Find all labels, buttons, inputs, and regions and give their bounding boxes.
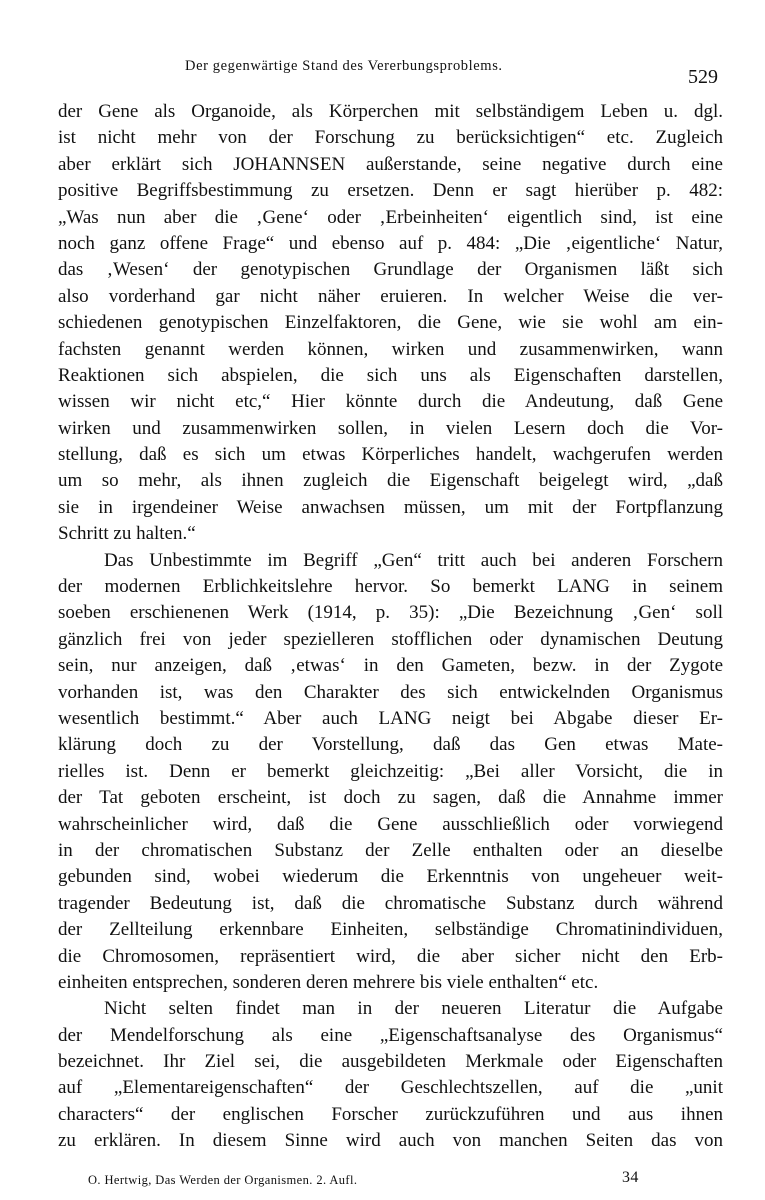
text-line: also vorderhand gar nicht näher eruieren. In welcher Weise die ver- — [58, 285, 723, 307]
signature-mark: 34 — [622, 1169, 639, 1186]
text-line: die Chromosomen, repräsentiert wird, die aber sicher nicht den Erb- — [58, 945, 723, 967]
text-line: stellung, daß es sich um etwas Körperliches handelt, wachgerufen werden — [58, 444, 723, 466]
text-line: rielles ist. Denn er bemerkt gleichzeitig: „Bei aller Vorsicht, die in — [58, 760, 723, 782]
text-line: klärung doch zu der Vorstellung, daß das Gen etwas Mate- — [58, 734, 723, 756]
running-head: Der gegenwärtige Stand des Vererbungsproblems. — [185, 58, 503, 74]
text-line: Schritt zu halten.“ — [58, 523, 196, 545]
body-text — [58, 99, 723, 1155]
text-line: zu erklären. In diesem Sinne wird auch von manchen Seiten das von — [58, 1130, 723, 1152]
text-line: auf „Elementareigenschaften“ der Geschlechtszellen, auf die „unit — [58, 1077, 723, 1099]
text-line: wahrscheinlicher wird, daß die Gene ausschließlich oder vorwiegend — [58, 813, 723, 835]
text-line: wesentlich bestimmt.“ Aber auch LANG neigt bei Abgabe dieser Er- — [58, 707, 723, 729]
text-line: schiedenen genotypischen Einzelfaktoren, die Gene, wie sie wohl am ein- — [58, 312, 723, 334]
text-line: sie in irgendeiner Weise anwachsen müssen, um mit der Fortpflanzung — [58, 496, 723, 518]
text-line: Das Unbestimmte im Begriff „Gen“ tritt auch bei anderen Forschern — [104, 549, 723, 571]
text-line: tragender Bedeutung ist, daß die chromatische Substanz durch während — [58, 892, 723, 914]
text-line: gebunden sind, wobei wiederum die Erkenntnis von ungeheuer weit- — [58, 866, 723, 888]
text-line: der Zellteilung erkennbare Einheiten, selbständige Chromatinindividuen, — [58, 919, 723, 941]
text-line: vorhanden ist, was den Charakter des sich entwickelnden Organismus — [58, 681, 723, 703]
text-line: gänzlich frei von jeder spezielleren stofflichen oder dynamischen Deutung — [58, 628, 723, 650]
text-line: soeben erschienenen Werk (1914, p. 35): „Die Bezeichnung ‚Gen‘ soll — [58, 602, 723, 624]
text-line: der modernen Erblichkeitslehre hervor. So bemerkt LANG in seinem — [58, 576, 723, 598]
text-line: aber erklärt sich JOHANNSEN außerstande, seine negative durch eine — [58, 153, 723, 175]
text-line: einheiten entsprechen, sonderen deren mehrere bis viele enthalten“ etc. — [58, 971, 599, 993]
text-line: sein, nur anzeigen, daß ‚etwas‘ in den Gameten, bezw. in der Zygote — [58, 655, 723, 677]
text-line: „Was nun aber die ‚Gene‘ oder ‚Erbeinheiten‘ eigentlich sind, ist eine — [58, 206, 723, 228]
text-line: wissen wir nicht etc,“ Hier könnte durch die Andeutung, daß Gene — [58, 391, 723, 413]
text-line: das ‚Wesen‘ der genotypischen Grundlage der Organismen läßt sich — [58, 259, 723, 281]
text-line: Nicht selten findet man in der neueren Literatur die Aufgabe — [104, 998, 723, 1020]
page-number: 529 — [688, 66, 718, 88]
text-line: bezeichnet. Ihr Ziel sei, die ausgebildeten Merkmale oder Eigenschaften — [58, 1051, 723, 1073]
text-line: fachsten genannt werden können, wirken und zusammenwirken, wann — [58, 338, 723, 360]
text-line: characters“ der englischen Forscher zurückzuführen und aus ihnen — [58, 1103, 723, 1125]
text-line: um so mehr, als ihnen zugleich die Eigenschaft beigelegt wird, „daß — [58, 470, 723, 492]
text-line: der Mendelforschung als eine „Eigenschaftsanalyse des Organismus“ — [58, 1024, 723, 1046]
text-line: der Tat geboten erscheint, ist doch zu sagen, daß die Annahme immer — [58, 787, 723, 809]
text-line: der Gene als Organoide, als Körperchen mit selbständigem Leben u. dgl. — [58, 101, 723, 122]
text-line: ist nicht mehr von der Forschung zu berücksichtigen“ etc. Zugleich — [58, 127, 723, 149]
text-line: Reaktionen sich abspielen, die sich uns als Eigenschaften darstellen, — [58, 364, 723, 386]
text-line: wirken und zusammenwirken sollen, in vielen Lesern doch die Vor- — [58, 417, 723, 439]
footer-citation: O. Hertwig, Das Werden der Organismen. 2. Aufl. — [88, 1173, 358, 1187]
text-line: in der chromatischen Substanz der Zelle enthalten oder an dieselbe — [58, 839, 723, 861]
text-line: positive Begriffsbestimmung zu ersetzen. Denn er sagt hierüber p. 482: — [58, 180, 723, 202]
text-line: noch ganz offene Frage“ und ebenso auf p. 484: „Die ‚eigentliche‘ Natur, — [58, 232, 723, 254]
